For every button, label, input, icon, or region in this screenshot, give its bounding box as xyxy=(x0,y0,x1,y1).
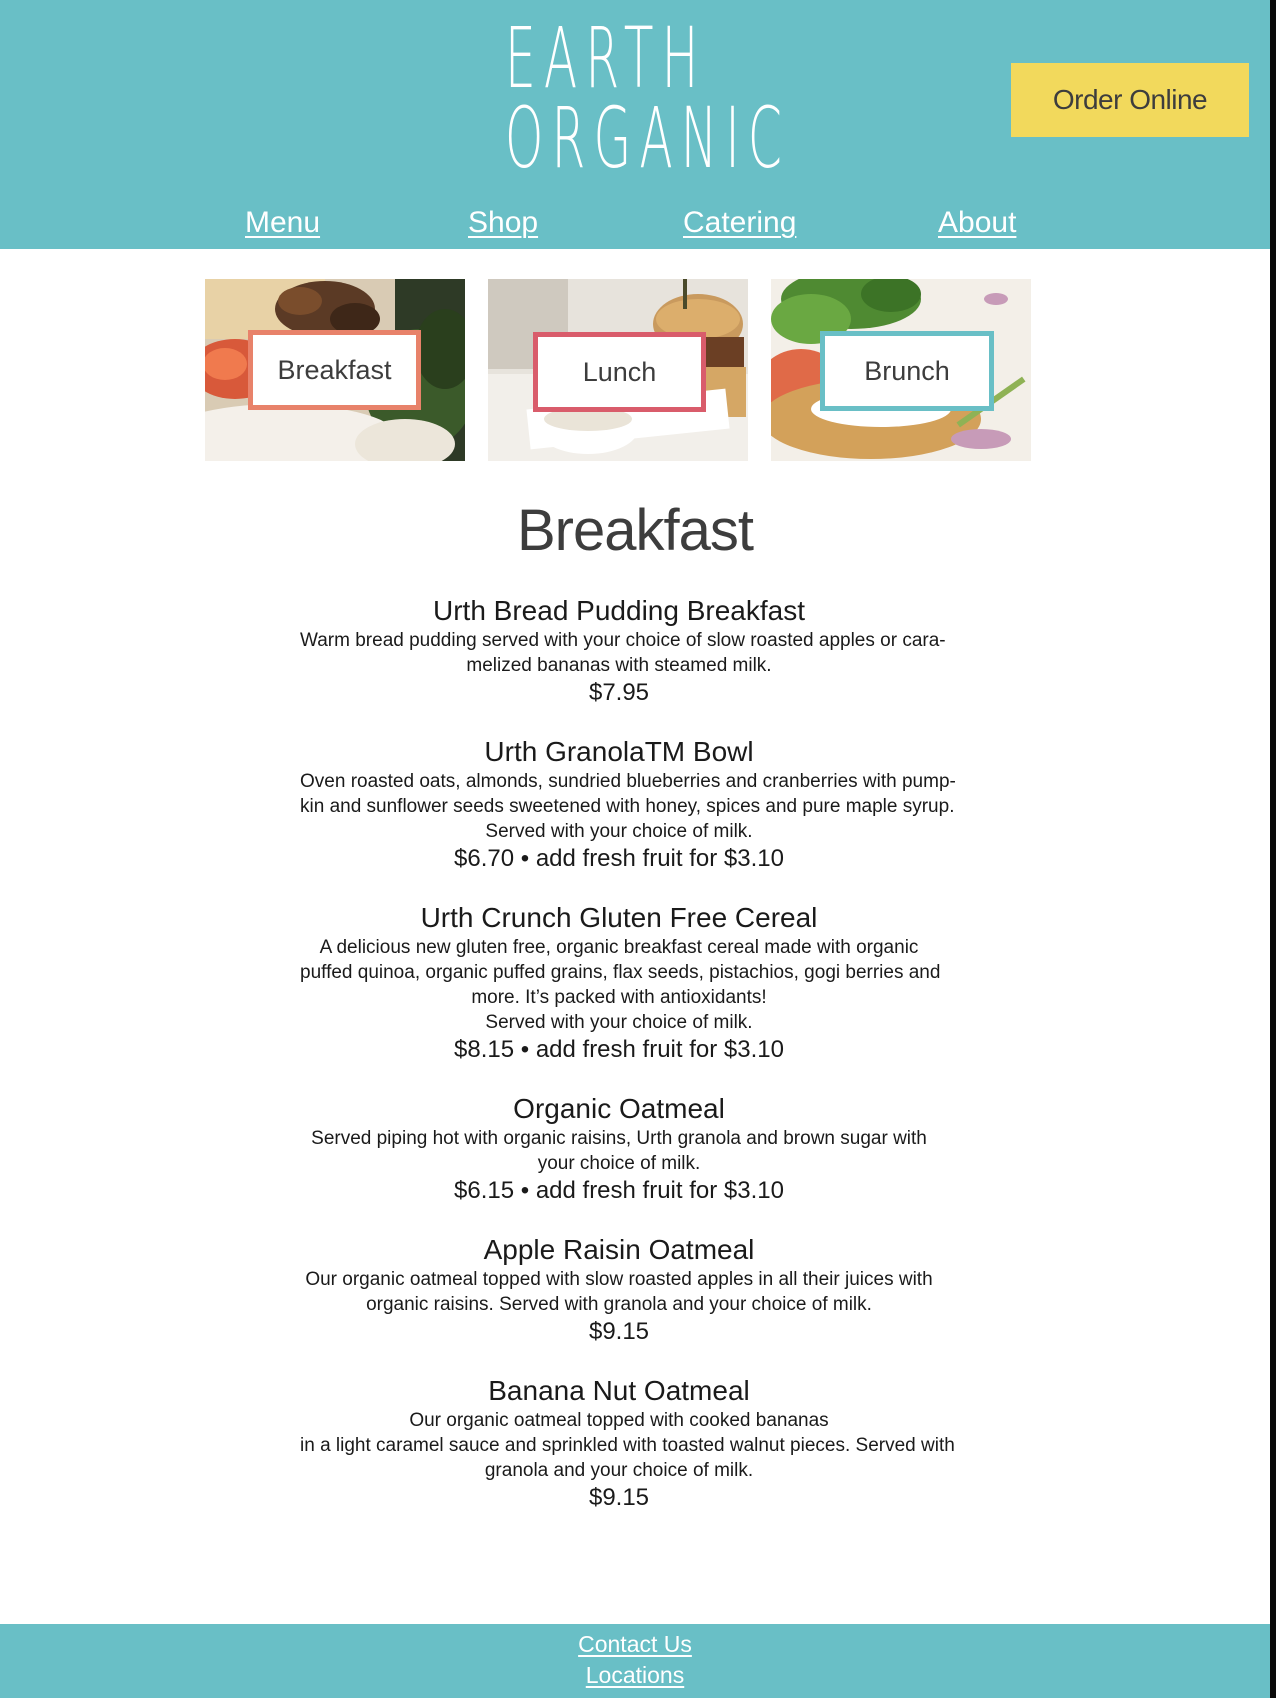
site-header xyxy=(0,0,1270,249)
menu-item xyxy=(300,1093,938,1206)
nav-catering-link[interactable]: Catering xyxy=(683,206,797,239)
menu-item-name: Urth Crunch Gluten Free Cereal xyxy=(420,902,818,933)
menu-item-price: $6.70 • add fresh fruit for $3.10 xyxy=(454,845,784,872)
category-tile-brunch[interactable] xyxy=(771,279,1031,461)
menu-item-price: $7.95 xyxy=(588,679,650,706)
category-tile-lunch[interactable] xyxy=(488,279,748,461)
category-label-breakfast: Breakfast xyxy=(248,330,421,410)
menu-item xyxy=(300,1234,938,1347)
menu-item-name: Urth Bread Pudding Breakfast xyxy=(433,595,805,626)
menu-item-price: $8.15 • add fresh fruit for $3.10 xyxy=(454,1036,784,1063)
contact-us-link[interactable]: Contact Us xyxy=(578,1631,692,1657)
menu-item xyxy=(300,595,946,708)
menu-item-name: Organic Oatmeal xyxy=(513,1093,725,1124)
nav-about-link[interactable]: About xyxy=(938,206,1017,239)
nav-menu-link[interactable]: Menu xyxy=(245,206,321,239)
nav-shop-link[interactable]: Shop xyxy=(468,206,539,239)
menu-item-price: $9.15 xyxy=(588,1318,650,1345)
menu-item xyxy=(300,736,956,874)
menu-item-name: Apple Raisin Oatmeal xyxy=(483,1234,755,1265)
brand-logo[interactable] xyxy=(505,9,790,187)
order-online-button[interactable]: Order Online xyxy=(1011,63,1249,137)
menu-item-name: Urth GranolaTM Bowl xyxy=(484,736,754,767)
menu-item-price: $9.15 xyxy=(588,1484,650,1511)
menu-item-description: Oven roasted oats, almonds, sundried blueberries and cranberries with pump- kin and sunflower seeds sweetened with honey, spices and pure maple syrup. Served with your choice of milk. xyxy=(300,771,956,842)
category-label-lunch: Lunch xyxy=(533,332,706,412)
window-edge xyxy=(1270,0,1276,1698)
category-label-brunch: Brunch xyxy=(820,331,994,411)
menu-item xyxy=(300,1375,955,1513)
menu-item-description: A delicious new gluten free, organic breakfast cereal made with organic puffed quinoa, organic puffed grains, flax seeds, pistachios, gogi berries and more. It’s packed with antioxidants! Served with your choice of milk. xyxy=(300,937,941,1033)
locations-link[interactable]: Locations xyxy=(585,1662,685,1688)
menu-item-name: Banana Nut Oatmeal xyxy=(488,1375,750,1406)
menu-item-description: Warm bread pudding served with your choice of slow roasted apples or cara- melized bananas with steamed milk. xyxy=(300,630,946,676)
menu-item-description: Our organic oatmeal topped with cooked bananas in a light caramel sauce and sprinkled with toasted walnut pieces. Served with granola and your choice of milk. xyxy=(300,1410,955,1481)
menu-item xyxy=(300,902,941,1065)
category-tile-breakfast[interactable] xyxy=(205,279,465,461)
logo-line-1: EARTH xyxy=(505,9,707,107)
site-footer xyxy=(0,1624,1270,1698)
logo-line-2: ORGANIC xyxy=(505,89,790,187)
menu-item-description: Our organic oatmeal topped with slow roasted apples in all their juices with organic raisins. Served with granola and your choice of milk. xyxy=(305,1269,933,1315)
menu-item-price: $6.15 • add fresh fruit for $3.10 xyxy=(454,1177,784,1204)
menu-item-description: Served piping hot with organic raisins, Urth granola and brown sugar with your choice of milk. xyxy=(311,1128,927,1174)
section-title: Breakfast xyxy=(517,498,753,563)
